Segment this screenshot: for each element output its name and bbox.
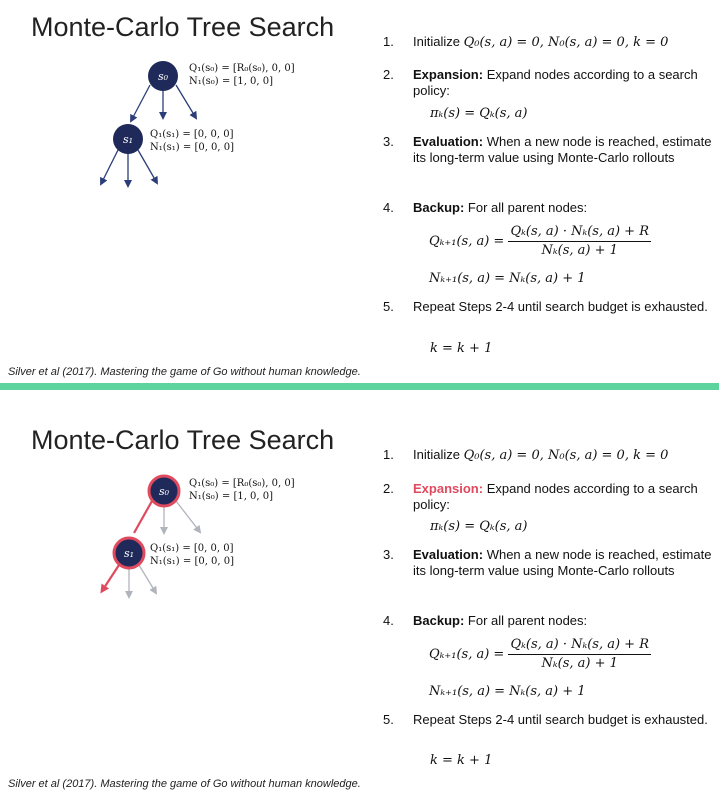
backup-fraction: [508, 637, 651, 672]
backup-denominator: Nₖ(s, a) + 1: [541, 656, 618, 671]
step-equation: Q₀(s, a) = 0, N₀(s, a) = 0, k = 0: [463, 35, 669, 50]
step-text: Expand nodes according to a search policy:: [413, 481, 698, 512]
citation: Silver et al (2017). Mastering the game of Go without human knowledge.: [8, 778, 361, 790]
child-q-value: Q₁(s₁) = [0, 0, 0]: [150, 129, 234, 140]
citation: Silver et al (2017). Mastering the game of Go without human knowledge.: [8, 366, 361, 378]
root-q-value: Q₁(s₀) = [R₀(s₀), 0, 0]: [189, 63, 295, 74]
count-update-equation: Nₖ₊₁(s, a) = Nₖ(s, a) + 1: [429, 271, 586, 286]
child-annotation: [150, 542, 234, 568]
step-number: 1.: [383, 34, 394, 49]
divider-bar: [0, 383, 719, 390]
backup-fraction: [508, 224, 651, 259]
slide-1: [0, 0, 719, 383]
step-text: Repeat Steps 2-4 until search budget is exhausted.: [413, 299, 708, 314]
step-equation: Q₀(s, a) = 0, N₀(s, a) = 0, k = 0: [463, 448, 669, 463]
child-node-label: s₁: [122, 133, 134, 146]
child-q-value: Q₁(s₁) = [0, 0, 0]: [150, 543, 234, 554]
step-text: For all parent nodes:: [464, 200, 588, 215]
backup-equation: [429, 637, 651, 672]
backup-lhs: Qₖ₊₁(s, a) =: [429, 234, 505, 249]
root-q-value: Q₁(s₀) = [R₀(s₀), 0, 0]: [189, 478, 295, 489]
child-annotation: [150, 128, 234, 154]
step-number: 2.: [383, 67, 394, 82]
backup-denominator: Nₖ(s, a) + 1: [541, 243, 618, 258]
step-heading: Evaluation:: [413, 547, 484, 562]
slide-title: Monte-Carlo Tree Search: [31, 425, 335, 455]
backup-numerator: Qₖ(s, a) · Nₖ(s, a) + R: [508, 224, 651, 242]
child-node-label: s₁: [123, 547, 135, 560]
edge-child-left-highlighted: [102, 565, 119, 591]
step-text: Repeat Steps 2-4 until search budget is exhausted.: [413, 712, 708, 727]
child-edges: [102, 565, 156, 597]
edge-root-child-highlighted: [134, 501, 152, 533]
edge-root-child: [131, 85, 150, 121]
root-annotation: [189, 477, 295, 503]
root-node-label: s₀: [157, 70, 169, 83]
step-number: 1.: [383, 447, 394, 462]
k-increment-equation: k = k + 1: [430, 341, 493, 356]
step-number: 3.: [383, 547, 394, 562]
slide-divider: [0, 383, 719, 395]
step-number: 2.: [383, 481, 394, 496]
tree-diagram: [0, 0, 340, 200]
step-number: 5.: [383, 299, 394, 314]
edge-child-right: [139, 565, 156, 593]
backup-numerator: Qₖ(s, a) · Nₖ(s, a) + R: [508, 637, 651, 655]
step-text: For all parent nodes:: [464, 613, 588, 628]
root-n-value: N₁(s₀) = [1, 0, 0]: [189, 491, 274, 502]
step-text: Initialize: [413, 34, 460, 49]
root-annotation: [189, 62, 295, 88]
step-number: 5.: [383, 712, 394, 727]
step-number: 4.: [383, 613, 394, 628]
edge-child-right: [138, 150, 157, 183]
step-heading: Backup:: [413, 613, 465, 628]
k-increment-equation: k = k + 1: [430, 753, 493, 768]
child-edges: [101, 150, 157, 186]
step-text: Initialize: [413, 447, 460, 462]
tree-diagram: [0, 395, 340, 615]
policy-equation: πₖ(s) = Qₖ(s, a): [430, 519, 528, 534]
step-number: 3.: [383, 134, 394, 149]
step-text: When a new node is reached, estimate its long-term value using Monte-Carlo rollouts: [413, 134, 712, 165]
step-number: 4.: [383, 200, 394, 215]
step-text: When a new node is reached, estimate its long-term value using Monte-Carlo rollouts: [413, 547, 712, 578]
step-heading-highlighted: Expansion:: [413, 481, 484, 496]
slide-2: [0, 395, 719, 797]
backup-equation: [429, 224, 651, 259]
slide-title: Monte-Carlo Tree Search: [31, 12, 335, 42]
step-heading: Backup:: [413, 200, 465, 215]
edge-root-right: [176, 501, 200, 532]
child-n-value: N₁(s₁) = [0, 0, 0]: [150, 556, 235, 567]
root-n-value: N₁(s₀) = [1, 0, 0]: [189, 76, 274, 87]
root-node-label: s₀: [158, 485, 170, 498]
edge-root-right: [176, 85, 196, 118]
child-n-value: N₁(s₁) = [0, 0, 0]: [150, 142, 235, 153]
backup-lhs: Qₖ₊₁(s, a) =: [429, 647, 505, 662]
step-heading: Expansion:: [413, 67, 484, 82]
edge-child-left: [101, 150, 118, 184]
step-heading: Evaluation:: [413, 134, 484, 149]
step-text: Expand nodes according to a search policy:: [413, 67, 698, 98]
count-update-equation: Nₖ₊₁(s, a) = Nₖ(s, a) + 1: [429, 684, 586, 699]
policy-equation: πₖ(s) = Qₖ(s, a): [430, 106, 528, 121]
